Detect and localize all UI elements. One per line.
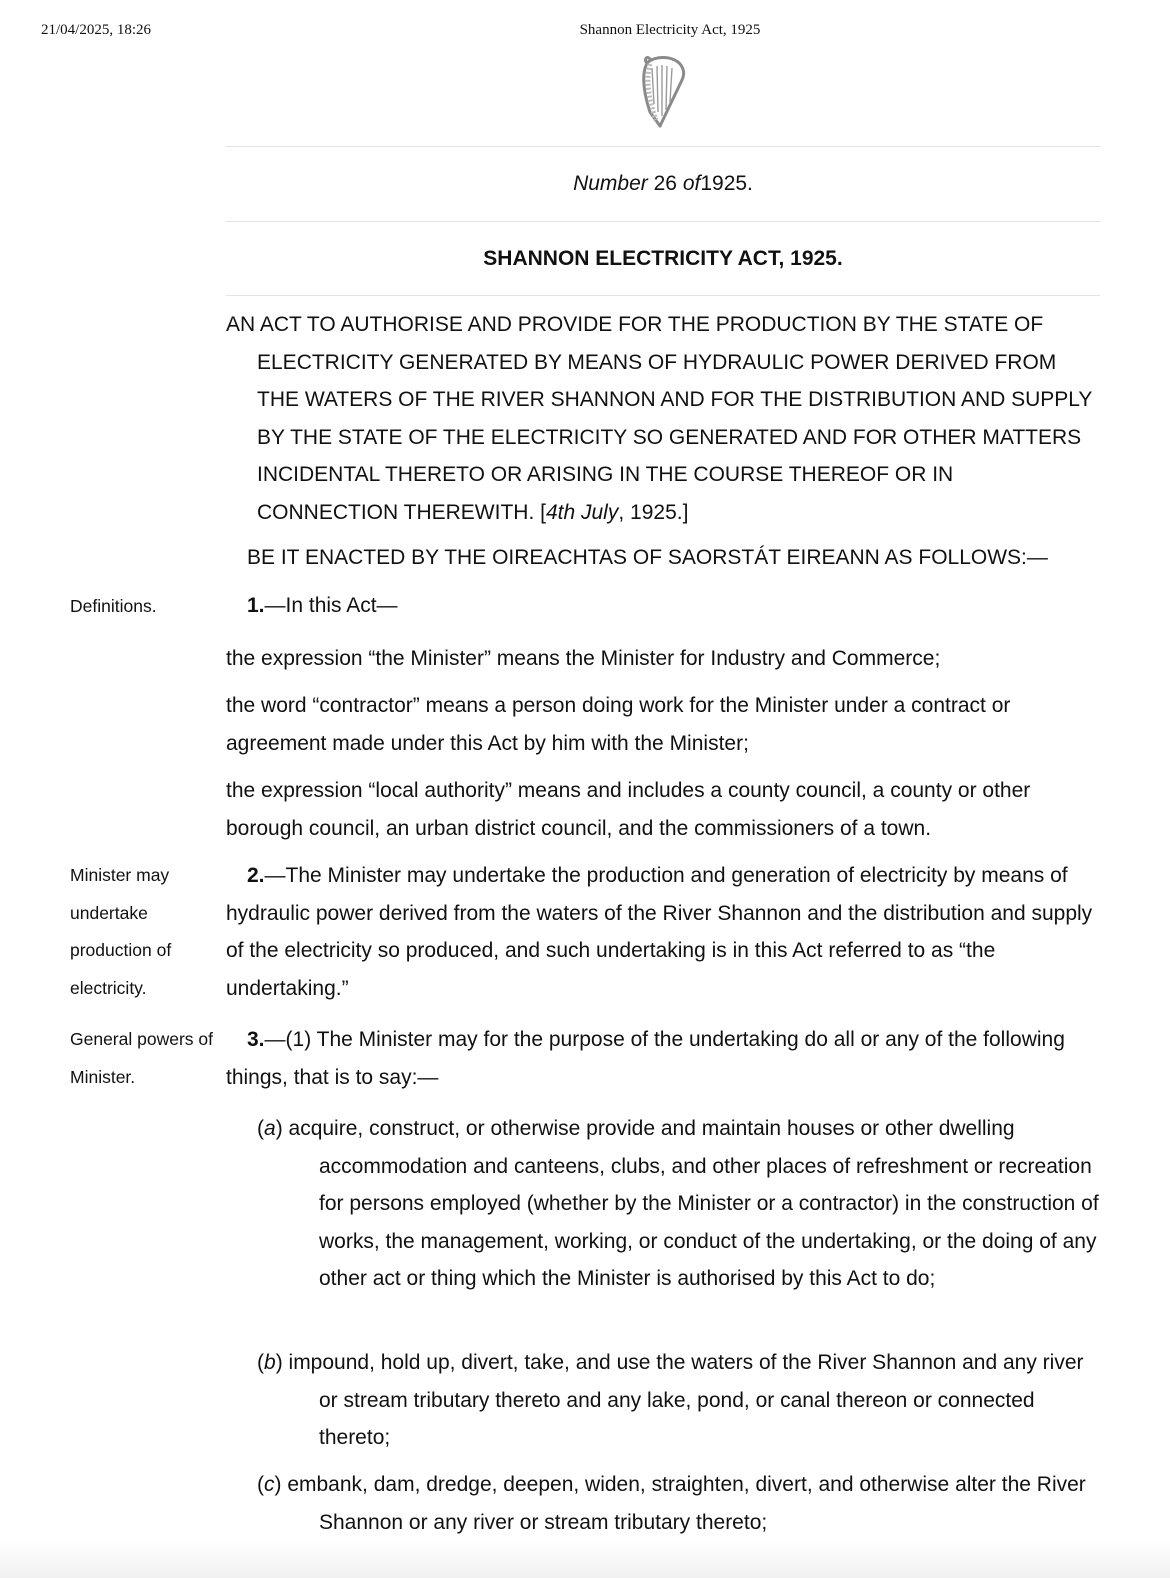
enacting-formula: BE IT ENACTED BY THE OIREACHTAS OF SAORSTÁT EIREANN AS FOLLOWS:— (247, 546, 1048, 569)
divider (226, 221, 1100, 222)
section-2 (226, 857, 1100, 1007)
subsection-item-b: (b) impound, hold up, divert, take, and use the waters of the River Shannon and any river or stream tributary thereto and any lake, pond, or canal thereon or connected thereto; (257, 1351, 1084, 1449)
section-number: 2. (247, 864, 265, 887)
act-number (226, 172, 1100, 196)
print-date: 21/04/2025, 18:26 (41, 22, 152, 38)
act-year: 1925. (700, 172, 753, 195)
item-label: c (264, 1473, 275, 1496)
section-1-heading (247, 587, 1100, 625)
definition-minister: the expression “the Minister” means the Minister for Industry and Commerce; (226, 647, 941, 670)
divider (226, 146, 1100, 147)
margin-note-section-2: Minister may undertake production of electricity. (70, 865, 172, 998)
item-text: embank, dam, dredge, deepen, widen, straighten, divert, and otherwise alter the River Shannon or any river or stream tributary thereto; (281, 1473, 1086, 1534)
subsection-item-c: (c) embank, dam, dredge, deepen, widen, straighten, divert, and otherwise alter the River Shannon or any river or stream tributary thereto; (257, 1473, 1086, 1534)
section-1-intro: —In this Act— (264, 594, 398, 617)
of-word: of (682, 172, 701, 195)
long-title-text: AN ACT TO AUTHORISE AND PROVIDE FOR THE PRODUCTION BY THE STATE OF ELECTRICITY GENERATED BY MEANS OF HYDRAULIC POWER DERIVED FROM THE WATERS OF THE RIVER SHANNON AND FOR THE DISTRIBUTION AND SUPPLY BY THE STATE OF THE ELECTRICITY SO GENERATED AND FOR OTHER MATTERS INCIDENTAL THERETO OR ARISING IN THE COURSE THEREOF OR IN CONNECTION THEREWITH. [ (226, 313, 1093, 524)
long-title-date-month: July (581, 500, 619, 524)
divider (226, 295, 1100, 296)
print-header (0, 22, 1170, 46)
margin-note-definitions: Definitions. (70, 596, 157, 616)
long-title (226, 306, 1100, 531)
section-2-text: —The Minister may undertake the production and generation of electricity by means of hydraulic power derived from the waters of the River Shannon and the distribution and supply of the electricity so produced, and such undertaking is in this Act referred to as “the undertaking.” (226, 864, 1093, 1000)
long-title-date-day: 4th (545, 500, 576, 524)
item-text: acquire, construct, or otherwise provide and maintain houses or other dwelling accommodation and canteens, clubs, and other places of refreshment or recreation for persons employed (whether by the Minister or a contractor) in the construction of works, the management, working, or conduct of the undertaking, or the doing of any other act or thing which the Minister is authorised by this Act to do; (282, 1117, 1099, 1290)
section-number: 3. (247, 1028, 265, 1051)
margin-note-section-3: General powers of Minister. (70, 1029, 213, 1087)
section-3-text: —(1) The Minister may for the purpose of the undertaking do all or any of the following things, that is to say:— (226, 1028, 1065, 1089)
harp-icon (630, 54, 694, 132)
long-title-date-rest: , 1925.] (618, 500, 689, 524)
definition-local-authority: the expression “local authority” means and includes a county council, a county or other borough council, an urban district council, and the commissioners of a town. (226, 779, 1031, 840)
print-title: Shannon Electricity Act, 1925 (579, 22, 761, 38)
definition-contractor: the word “contractor” means a person doing work for the Minister under a contract or agreement made under this Act by him with the Minister; (226, 694, 1011, 755)
item-label: a (264, 1117, 276, 1140)
act-title: SHANNON ELECTRICITY ACT, 1925. (483, 247, 843, 270)
act-number-value: 26 (653, 172, 677, 195)
page-bottom-shade (0, 1540, 1170, 1578)
item-text: impound, hold up, divert, take, and use the waters of the River Shannon and any river or stream tributary thereto and any lake, pond, or canal thereon or connected thereto; (282, 1351, 1084, 1449)
section-3 (226, 1021, 1100, 1096)
item-label: b (264, 1351, 276, 1374)
section-number: 1. (247, 594, 265, 617)
subsection-item-a: (a) acquire, construct, or otherwise provide and maintain houses or other dwelling accommodation and canteens, clubs, and other places of refreshment or recreation for persons employed (whether by the Minister or a contractor) in the construction of works, the management, working, or conduct of the undertaking, or the doing of any other act or thing which the Minister is authorised by this Act to do; (257, 1117, 1099, 1290)
number-word: Number (573, 172, 648, 195)
